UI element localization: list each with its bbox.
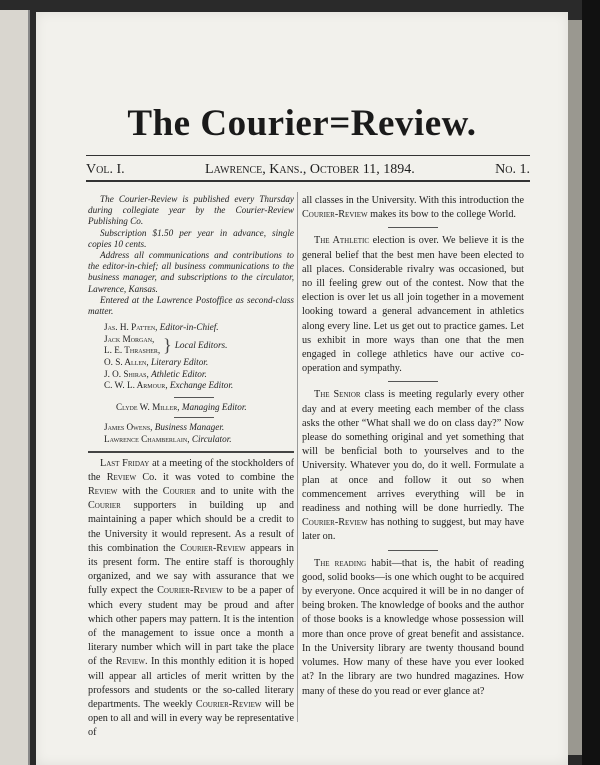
staff-role: Editor-in-Chief. — [159, 322, 219, 333]
article-text: supporters in building up and maintaining a paper which should be a credit to the University it would represent. As a result of this combination the — [88, 500, 294, 554]
article-merger-continued — [302, 194, 524, 222]
staff-entry — [104, 434, 294, 446]
staff-entry — [104, 357, 294, 369]
article-text: Review — [115, 656, 146, 668]
info-paragraph: The Courier-Review is published every Thursday during collegiate year by the Courier-Review Publishing Co. — [88, 194, 294, 227]
article-text: to be a paper of which every student may be proud and after which other papers may pattern. It is the intention of the management to issue once a month a literary number which will in part take the place of the — [88, 585, 295, 668]
staff-role: Business Manager. — [154, 422, 225, 433]
staff-entry — [104, 422, 294, 434]
info-paragraph: Address all communications and contributions to the editor-in-chief; all business communications to the business manager, and subscriptions to the circulator, Lawrence, Kansas. — [88, 250, 294, 294]
article-text: Courier-Review — [157, 585, 223, 597]
staff-entry — [104, 322, 294, 334]
left-column — [88, 188, 294, 741]
newspaper-page — [36, 12, 568, 765]
staff-role: Managing Editor. — [181, 401, 247, 412]
staff-entry — [104, 369, 294, 381]
article-text: Courier — [162, 485, 196, 497]
article-text: Review — [88, 485, 118, 497]
brace-icon: } — [163, 335, 172, 356]
volume: Vol. I. — [86, 162, 125, 177]
article-text: has nothing to suggest, but may have later on. — [302, 517, 524, 543]
article-text: and to unite with the — [195, 485, 294, 497]
staff-entry — [116, 402, 294, 414]
scan-background — [582, 0, 600, 765]
article-text: Courier — [88, 500, 121, 512]
article-text: Courier-Review — [195, 699, 262, 711]
staff-name: Jas. H. Patten, — [104, 322, 158, 333]
article-text: The reading — [314, 557, 367, 569]
divider — [388, 381, 438, 382]
article-text: with the — [117, 485, 163, 497]
right-column — [302, 194, 524, 699]
article-athletic-election — [302, 234, 524, 376]
page-edge — [568, 20, 582, 755]
article-text: Courier-Review — [302, 517, 368, 529]
staff-entry-local-editors — [104, 334, 294, 357]
dateline-bar — [86, 162, 530, 178]
divider — [88, 451, 294, 453]
issue-number: No. 1. — [495, 162, 530, 177]
staff-entry — [104, 380, 294, 392]
masthead-title: The Courier=Review. — [127, 103, 477, 144]
staff-role: Exchange Editor. — [169, 380, 234, 391]
article-text: will be open to all and will in every way be representative of — [88, 699, 294, 739]
article-text: The Athletic — [314, 235, 370, 247]
info-paragraph: Subscription $1.50 per year in advance, single copies 10 cents. — [88, 227, 294, 249]
staff-name: L. E. Thrasher, — [104, 345, 161, 356]
article-text: Review — [106, 471, 137, 483]
divider — [174, 417, 214, 418]
staff-list — [104, 322, 294, 445]
date: Lawrence, Kans., October 11, 1894. — [205, 162, 415, 177]
article-text: Courier-Review — [180, 542, 246, 554]
article-text: class is meeting regularly every other day and at every meeting each member of the class asks the other “What shall we do on class day?” Now please do something original and yet something that will be benficial both to yourselves and to the University. Whatever you do, do it well. Formulate a plan at once and follow it out so when commencement arrives everything will be in readiness and nothing will be done hurriedly. The — [302, 389, 524, 515]
article-text: Courier-Review — [302, 209, 368, 221]
divider — [86, 155, 530, 156]
staff-name: Clyde W. Miller, — [116, 401, 180, 412]
staff-name: Jack Morgan, — [104, 333, 155, 344]
article-senior-class — [302, 388, 524, 544]
divider — [174, 397, 214, 398]
staff-role: Athletic Editor. — [151, 368, 207, 379]
adjacent-page-edge — [0, 10, 30, 765]
staff-role: Circulator. — [191, 433, 232, 444]
article-text: Last Friday — [100, 457, 150, 469]
publication-info — [88, 194, 294, 317]
article-reading-habit — [302, 557, 524, 699]
staff-role: Local Editors. — [174, 339, 228, 350]
column-divider — [297, 192, 298, 722]
staff-name: Lawrence Chamberlain, — [104, 433, 190, 444]
article-merger — [88, 457, 294, 741]
divider — [388, 227, 438, 228]
info-paragraph: Entered at the Lawrence Postoffice as second-class matter. — [88, 294, 294, 317]
article-text: Co. it was voted to combine the — [136, 471, 294, 483]
article-text: makes its bow to the college World. — [367, 209, 516, 221]
article-text: appears in its present form. The entire staff is thoroughly organized, and we say with assurance that we fully expect the — [88, 542, 294, 597]
article-text: The Senior — [314, 389, 361, 401]
staff-name: James Owens, — [104, 422, 153, 433]
article-text: all classes in the University. With this introduction the — [302, 195, 524, 206]
article-text: at a meeting of the stockholders of the — [88, 457, 294, 483]
article-text: . In this monthly edition it is hoped will appear all articles of merit written by the professors and students or the so-called literary departments. The weekly — [88, 656, 295, 711]
article-text: habit—that is, the habit of reading good, solid books—is one which ought to be acquired by everyone. Once acquired it will be in no danger of being broken. The knowledge of books and the author of those books is a knowledge whose possession will more than once prove of great benefit and assistance. In the University library are twenty thousand bound volumes. How many of these have you ever looked at? In the library are two hundred magazines. How many of these do you read or ever glance at? — [302, 557, 524, 697]
article-text: election is over. We believe it is the general belief that the best men have been elected to all places. Considerable rivalry was occasioned, but no ill feeling grew out of the contest. Now that the election is over let us all join together in a movement looking toward a general advancement in athletics along every line. Let us get out to practice games. Let us exhibit in more ways than one that the men engaged in college athletics have our active co-operation and sympathy. — [302, 235, 524, 375]
divider — [388, 550, 438, 551]
staff-name: C. W. L. Armour, — [104, 380, 168, 391]
staff-role: Literary Editor. — [150, 357, 209, 368]
staff-name: J. O. Shiras, — [104, 368, 149, 379]
staff-name: O. S. Allen, — [104, 357, 149, 368]
divider — [86, 180, 530, 182]
